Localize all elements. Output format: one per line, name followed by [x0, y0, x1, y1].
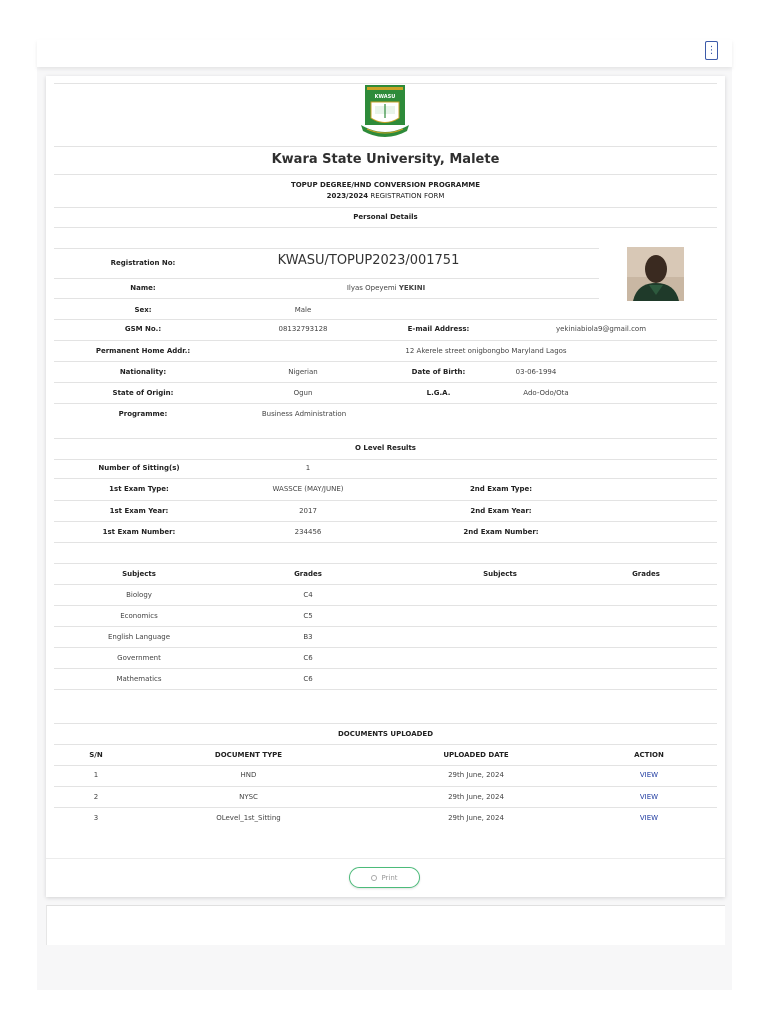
state-origin-label: State of Origin:	[112, 389, 174, 397]
doc-sn-cell: 1	[93, 771, 99, 779]
divider	[54, 478, 717, 479]
divider	[54, 807, 717, 808]
doc-type-cell: NYSC	[239, 793, 258, 801]
grade-cell: B3	[303, 633, 313, 641]
grade-cell: C4	[303, 591, 313, 599]
document-type-header: DOCUMENT TYPE	[214, 751, 283, 759]
name-label: Name:	[130, 284, 156, 292]
programme-title-line1: TOPUP DEGREE/HND CONVERSION PROGRAMME	[290, 181, 481, 189]
divider	[54, 521, 717, 522]
doc-date-cell: 29th June, 2024	[448, 814, 504, 822]
exam2-type-label: 2nd Exam Type:	[469, 485, 533, 493]
gsm-value: 08132793128	[278, 325, 328, 333]
grades-header: Grades	[294, 570, 322, 578]
grades-header-2: Grades	[632, 570, 660, 578]
divider	[54, 298, 599, 299]
home-address-label: Permanent Home Addr.:	[95, 347, 191, 355]
registration-no-label: Registration No:	[110, 259, 176, 267]
logo-text: KWASU	[374, 94, 396, 100]
subjects-header-2: Subjects	[483, 570, 517, 578]
subject-cell: Biology	[126, 591, 152, 599]
sn-header: S/N	[89, 751, 103, 759]
exam2-number-label: 2nd Exam Number:	[463, 528, 539, 536]
divider	[54, 319, 717, 320]
divider	[54, 340, 717, 341]
email-value: yekiniabiola9@gmail.com	[555, 325, 647, 333]
personal-details-title: Personal Details	[353, 213, 418, 221]
view-document-link[interactable]: VIEW	[639, 771, 659, 779]
view-document-link[interactable]: VIEW	[639, 814, 659, 822]
exam1-type-label: 1st Exam Type:	[109, 485, 169, 493]
exam1-year-value: 2017	[299, 507, 317, 515]
exam1-year-label: 1st Exam Year:	[109, 507, 169, 515]
home-address-value: 12 Akerele street onigbongbo Maryland Lagos	[405, 347, 567, 355]
divider	[54, 248, 599, 249]
state-origin-value: Ogun	[293, 389, 313, 397]
print-button-label: Print	[381, 873, 398, 882]
doc-type-cell: HND	[240, 771, 257, 779]
divider	[54, 744, 717, 745]
programme-label: Programme:	[118, 410, 168, 418]
divider	[54, 647, 717, 648]
exam2-year-label: 2nd Exam Year:	[470, 507, 532, 515]
documents-uploaded-title: DOCUMENTS UPLOADED	[337, 730, 434, 738]
divider	[54, 689, 717, 690]
kwasu-logo	[359, 85, 411, 143]
registration-no-value: KWASU/TOPUP2023/001751	[277, 253, 460, 268]
divider	[54, 605, 717, 606]
email-label: E-mail Address:	[407, 325, 470, 333]
divider	[54, 403, 717, 404]
session-year: 2023/2024	[326, 192, 369, 200]
divider	[54, 584, 717, 585]
first-names: Ilyas Opeyemi	[346, 284, 399, 292]
divider	[54, 765, 717, 766]
grade-cell: C5	[303, 612, 313, 620]
print-icon	[371, 875, 377, 881]
name-value	[256, 284, 516, 292]
divider	[54, 438, 717, 439]
dob-label: Date of Birth:	[411, 368, 466, 376]
doc-date-cell: 29th June, 2024	[448, 793, 504, 801]
sittings-label: Number of Sitting(s)	[98, 464, 180, 472]
grade-cell: C6	[303, 675, 313, 683]
divider	[54, 83, 717, 84]
divider	[54, 459, 717, 460]
sex-value: Male	[294, 306, 312, 314]
doc-sn-cell: 2	[93, 793, 99, 801]
subjects-header: Subjects	[122, 570, 156, 578]
kebab-menu-icon[interactable]: ⋮	[705, 41, 718, 60]
divider	[54, 563, 717, 564]
programme-value: Business Administration	[261, 410, 347, 418]
divider	[54, 723, 717, 724]
divider	[54, 278, 599, 279]
divider	[54, 146, 717, 147]
divider	[54, 174, 717, 175]
programme-title-line2	[46, 191, 725, 202]
surname: YEKINI	[398, 284, 426, 292]
exam1-number-label: 1st Exam Number:	[102, 528, 176, 536]
lga-label: L.G.A.	[426, 389, 451, 397]
nationality-label: Nationality:	[119, 368, 167, 376]
olevel-results-title: O Level Results	[355, 444, 416, 452]
divider	[54, 786, 717, 787]
top-bar	[37, 40, 732, 67]
university-name: Kwara State University, Malete	[271, 152, 500, 167]
divider	[54, 361, 717, 362]
doc-sn-cell: 3	[93, 814, 99, 822]
divider	[54, 207, 717, 208]
dob-value: 03-06-1994	[515, 368, 557, 376]
exam1-type-value: WASSCE (MAY/JUNE)	[272, 485, 344, 493]
subject-cell: Economics	[120, 612, 158, 620]
registration-form-card	[46, 76, 725, 897]
print-button[interactable]	[349, 867, 420, 888]
sex-label: Sex:	[134, 306, 152, 314]
grade-cell: C6	[303, 654, 313, 662]
divider	[54, 542, 717, 543]
lga-value: Ado-Odo/Ota	[523, 389, 569, 397]
exam1-number-value: 234456	[294, 528, 322, 536]
divider	[46, 858, 725, 859]
divider	[54, 668, 717, 669]
uploaded-date-header: UPLOADED DATE	[443, 751, 509, 759]
doc-date-cell: 29th June, 2024	[448, 771, 504, 779]
nationality-value: Nigerian	[288, 368, 318, 376]
secondary-panel	[46, 905, 725, 945]
divider	[54, 382, 717, 383]
gsm-label: GSM No.:	[124, 325, 162, 333]
programme-title	[46, 180, 725, 202]
divider	[54, 500, 717, 501]
passport-photo	[627, 247, 684, 301]
doc-type-cell: OLevel_1st_Sitting	[216, 814, 281, 822]
divider	[54, 227, 717, 228]
action-header: ACTION	[634, 751, 664, 759]
subject-cell: Government	[117, 654, 161, 662]
view-document-link[interactable]: VIEW	[639, 793, 659, 801]
form-label: REGISTRATION FORM	[368, 192, 445, 200]
divider	[54, 626, 717, 627]
sittings-value: 1	[305, 464, 311, 472]
subject-cell: English Language	[107, 633, 171, 641]
subject-cell: Mathematics	[116, 675, 162, 683]
